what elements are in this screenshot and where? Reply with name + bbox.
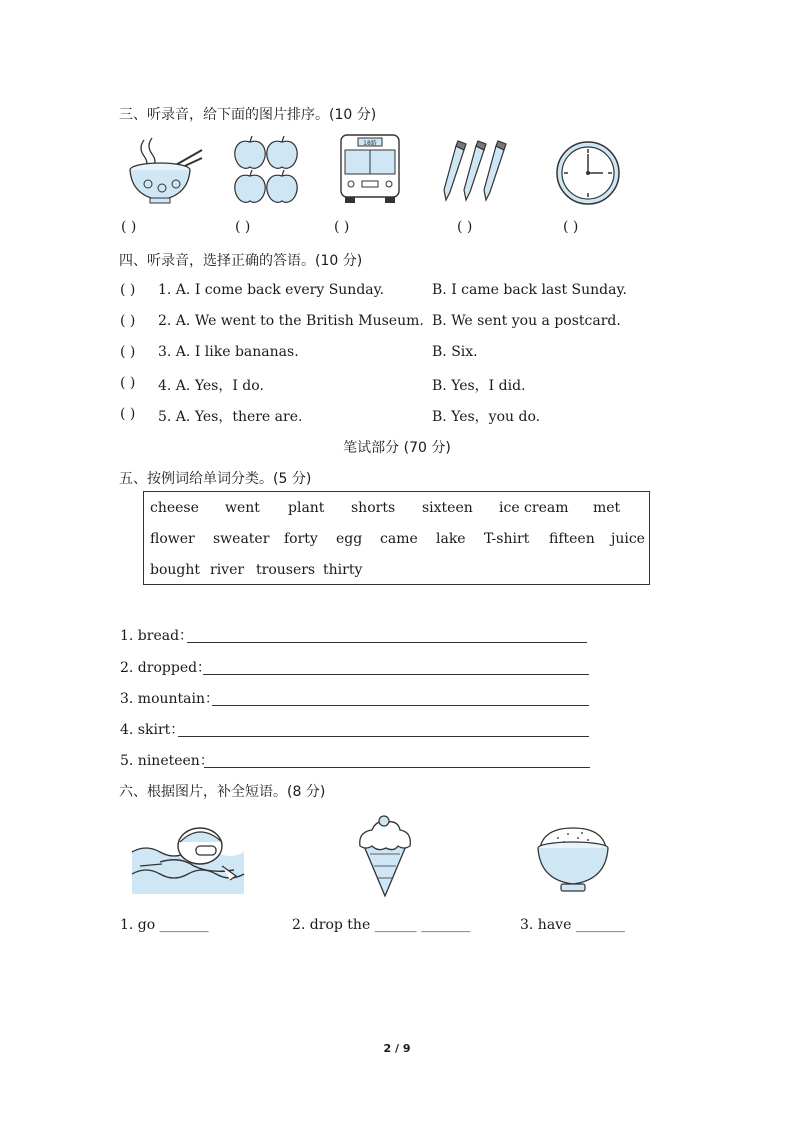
word: fifteen [549,531,595,547]
classify-prompt-3: 3. mountain： [120,691,220,707]
phrase-2[interactable]: 2. drop the ______ _______ [292,917,471,933]
classify-answer-line-4[interactable] [178,736,589,737]
section6-title: 六、根据图片，补全短语。(8 分) [119,784,326,800]
written-part-heading: 笔试部分 (70 分) [343,440,451,456]
pencils-icon [442,140,520,204]
word: sweater [213,531,270,547]
word: river [210,562,245,578]
option-3b: B. Six. [432,344,478,360]
classify-answer-line-5[interactable] [204,767,590,768]
word: met [593,500,621,516]
word: T-shirt [484,531,530,547]
classify-answer-line-3[interactable] [212,705,589,706]
phrase-3[interactable]: 3. have _______ [520,917,625,933]
order-paren-3[interactable]: ( ) [334,219,350,235]
word: ice cream [499,500,569,516]
word: flower [150,531,195,547]
answer-paren-3[interactable]: ( ) [120,344,136,360]
section5-title: 五、按例词给单词分类。(5 分) [119,471,312,487]
word: cheese [150,500,199,516]
classify-answer-line-2[interactable] [203,674,589,675]
bus-number: 18路 [363,140,377,147]
option-5a: 5. A. Yes，there are. [158,409,303,425]
phrase-1[interactable]: 1. go _______ [120,917,209,933]
noodle-bowl-icon [122,136,204,206]
word: came [380,531,418,547]
page-number: 2 / 9 [383,1042,411,1055]
word: juice [611,531,645,547]
option-1a: 1. A. I come back every Sunday. [158,282,385,298]
answer-paren-2[interactable]: ( ) [120,313,136,329]
word-bank [143,491,650,585]
section3-title: 三、听录音，给下面的图片排序。(10 分) [119,107,377,123]
order-paren-1[interactable]: ( ) [121,219,137,235]
classify-prompt-4: 4. skirt： [120,722,185,738]
word: trousers [256,562,316,578]
option-5b: B. Yes，you do. [432,409,541,425]
bus-icon [336,132,404,206]
option-1b: B. I came back last Sunday. [432,282,627,298]
swimmer-icon [130,822,248,896]
ice-cream-icon [356,814,414,898]
answer-paren-1[interactable]: ( ) [120,282,136,298]
word: sixteen [422,500,473,516]
answer-paren-4[interactable]: ( ) [120,375,136,391]
word: went [225,500,260,516]
answer-paren-5[interactable]: ( ) [120,406,136,422]
option-4a: 4. A. Yes，I do. [158,378,264,394]
rice-bowl-icon [534,826,612,894]
order-paren-5[interactable]: ( ) [563,219,579,235]
word: plant [288,500,325,516]
apples-icon [232,134,302,206]
option-4b: B. Yes，I did. [432,378,526,394]
clock-icon [554,140,622,206]
classify-prompt-1: 1. bread： [120,628,194,644]
word: thirty [323,562,363,578]
classify-answer-line-1[interactable] [187,642,587,643]
order-paren-2[interactable]: ( ) [235,219,251,235]
option-2a: 2. A. We went to the British Museum. [158,313,424,329]
classify-prompt-5: 5. nineteen： [120,753,214,769]
word: egg [336,531,363,547]
section4-title: 四、听录音，选择正确的答语。(10 分) [119,253,363,269]
classify-prompt-2: 2. dropped： [120,660,212,676]
word: forty [284,531,318,547]
word: lake [436,531,466,547]
option-2b: B. We sent you a postcard. [432,313,621,329]
word: shorts [351,500,396,516]
word: bought [150,562,201,578]
order-paren-4[interactable]: ( ) [457,219,473,235]
option-3a: 3. A. I like bananas. [158,344,299,360]
